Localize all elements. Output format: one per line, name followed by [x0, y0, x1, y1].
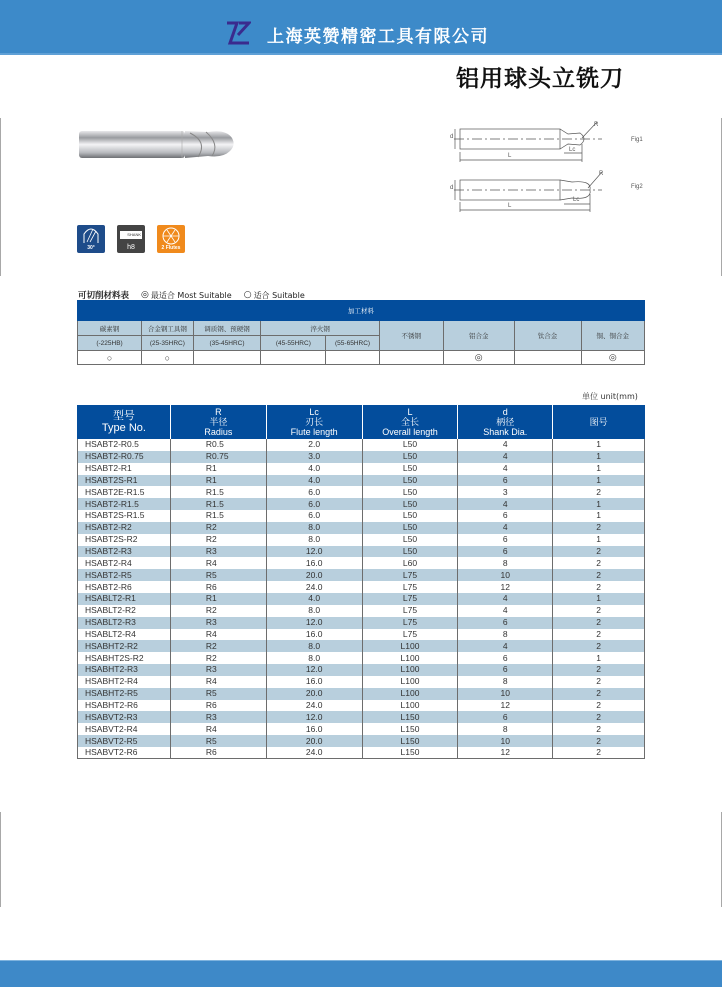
- material-rating: [326, 351, 379, 365]
- cell-figure-no: 2: [553, 640, 645, 652]
- cell-radius: R5: [170, 688, 266, 700]
- material-rating: [261, 351, 326, 365]
- cell-type-no: HSABHT2-R6: [78, 700, 171, 712]
- shank-tolerance-caption: h8: [127, 244, 135, 251]
- cell-figure-no: 1: [553, 510, 645, 522]
- cell-shank-dia: 6: [458, 546, 553, 558]
- dim-d-label-2: d: [450, 185, 454, 191]
- table-row: [78, 652, 645, 664]
- cell-type-no: HSABT2S-R1: [78, 475, 171, 487]
- cell-shank-dia: 10: [458, 735, 553, 747]
- fig1-drawing: [452, 120, 652, 215]
- material-name: 合金钢工具钢: [142, 321, 194, 336]
- col-figure-cn: 图号: [589, 417, 608, 427]
- col-type-en: Type No.: [101, 422, 146, 434]
- cell-figure-no: 1: [553, 463, 645, 475]
- material-rating: [379, 351, 443, 365]
- table-row: [78, 463, 645, 475]
- cell-radius: R2: [170, 605, 266, 617]
- cell-type-no: HSABLT2-R2: [78, 605, 171, 617]
- cell-flute-length: 20.0: [266, 688, 362, 700]
- cell-overall-length: L50: [362, 486, 458, 498]
- cell-overall-length: L50: [362, 451, 458, 463]
- table-row: [78, 451, 645, 463]
- table-row: [78, 510, 645, 522]
- cell-type-no: HSABHT2-R2: [78, 640, 171, 652]
- table-row: [78, 534, 645, 546]
- cell-figure-no: 2: [553, 688, 645, 700]
- cell-radius: R2: [170, 522, 266, 534]
- cell-figure-no: 2: [553, 735, 645, 747]
- cell-figure-no: 2: [553, 557, 645, 569]
- dim-L-label-2: L: [508, 203, 512, 209]
- col-shank-en: Shank Dia.: [483, 427, 528, 437]
- cell-figure-no: 2: [553, 581, 645, 593]
- cell-flute-length: 8.0: [266, 522, 362, 534]
- cell-shank-dia: 10: [458, 688, 553, 700]
- cell-type-no: HSABT2-R0.75: [78, 451, 171, 463]
- cell-overall-length: L50: [362, 475, 458, 487]
- cell-shank-dia: 3: [458, 486, 553, 498]
- material-rating: [193, 351, 261, 365]
- table-row: [78, 605, 645, 617]
- cell-flute-length: 20.0: [266, 569, 362, 581]
- cell-radius: R1.5: [170, 510, 266, 522]
- cell-flute-length: 12.0: [266, 617, 362, 629]
- cell-figure-no: 1: [553, 498, 645, 510]
- cell-radius: R3: [170, 664, 266, 676]
- cell-radius: R1.5: [170, 498, 266, 510]
- cell-overall-length: L50: [362, 463, 458, 475]
- cell-overall-length: L75: [362, 593, 458, 605]
- cell-flute-length: 4.0: [266, 463, 362, 475]
- material-spec: (25-35HRC): [142, 336, 194, 351]
- cell-type-no: HSABT2-R6: [78, 581, 171, 593]
- cell-radius: R4: [170, 676, 266, 688]
- cell-radius: R3: [170, 617, 266, 629]
- table-row: [78, 688, 645, 700]
- table-row: [78, 593, 645, 605]
- material-name: 调质钢、预硬钢: [193, 321, 261, 336]
- table-row: [78, 557, 645, 569]
- cell-shank-dia: 8: [458, 723, 553, 735]
- table-row: [78, 569, 645, 581]
- cell-type-no: HSABHT2-R3: [78, 664, 171, 676]
- dimension-diagram: [452, 120, 652, 215]
- table-row: [78, 723, 645, 735]
- most-suitable-symbol: ◎: [141, 290, 149, 300]
- cell-radius: R4: [170, 723, 266, 735]
- table-row: [78, 546, 645, 558]
- cell-overall-length: L100: [362, 688, 458, 700]
- cell-overall-length: L50: [362, 498, 458, 510]
- suitable-symbol: ○: [243, 290, 252, 300]
- col-type-cn: 型号: [112, 410, 135, 422]
- cell-flute-length: 16.0: [266, 629, 362, 641]
- cell-flute-length: 16.0: [266, 676, 362, 688]
- material-spec: (55-65HRC): [326, 336, 379, 351]
- cell-radius: R2: [170, 534, 266, 546]
- cell-figure-no: 1: [553, 593, 645, 605]
- spec-table-body: [78, 439, 645, 759]
- helix-angle-icon: [77, 225, 105, 253]
- cell-radius: R4: [170, 629, 266, 641]
- materials-caption-title: 可切削材料表: [78, 291, 130, 301]
- cell-figure-no: 2: [553, 617, 645, 629]
- material-name: 不锈钢: [379, 321, 443, 351]
- col-flute-en: Flute length: [290, 427, 338, 437]
- cell-radius: R0.75: [170, 451, 266, 463]
- col-length-cn: 全长: [400, 417, 419, 427]
- cell-radius: R1.5: [170, 486, 266, 498]
- cell-flute-length: 16.0: [266, 723, 362, 735]
- material-name: 碳素钢: [78, 321, 142, 336]
- cell-figure-no: 2: [553, 723, 645, 735]
- cell-overall-length: L75: [362, 605, 458, 617]
- table-row: [78, 475, 645, 487]
- material-rating: ○: [78, 351, 142, 365]
- header-strip: [0, 53, 722, 55]
- table-row: [78, 676, 645, 688]
- table-row: [78, 664, 645, 676]
- material-rating: ◎: [443, 351, 514, 365]
- material-name: 铜、铜合金: [581, 321, 645, 351]
- cell-flute-length: 8.0: [266, 605, 362, 617]
- cell-figure-no: 2: [553, 486, 645, 498]
- table-row: [78, 522, 645, 534]
- cell-radius: R4: [170, 557, 266, 569]
- material-spec: (35-45HRC): [193, 336, 261, 351]
- cell-flute-length: 12.0: [266, 664, 362, 676]
- cell-figure-no: 2: [553, 676, 645, 688]
- cell-flute-length: 2.0: [266, 439, 362, 451]
- left-margin-line: [0, 118, 1, 276]
- cell-shank-dia: 10: [458, 569, 553, 581]
- shank-tolerance-icon: [117, 225, 145, 253]
- cell-type-no: HSABVT2-R5: [78, 735, 171, 747]
- dim-R-label: R: [594, 122, 599, 128]
- footer-bar: [0, 960, 722, 987]
- spec-header-row: [78, 405, 645, 439]
- cell-shank-dia: 6: [458, 652, 553, 664]
- cell-type-no: HSABT2S-R2: [78, 534, 171, 546]
- cell-figure-no: 2: [553, 664, 645, 676]
- company-name: 上海英赞精密工具有限公司: [267, 27, 489, 47]
- cell-shank-dia: 8: [458, 557, 553, 569]
- material-spec: (45-55HRC): [261, 336, 326, 351]
- materials-table: [77, 300, 645, 365]
- cell-flute-length: 12.0: [266, 711, 362, 723]
- cell-overall-length: L150: [362, 735, 458, 747]
- cell-shank-dia: 6: [458, 711, 553, 723]
- table-row: [78, 486, 645, 498]
- cell-figure-no: 2: [553, 700, 645, 712]
- cell-type-no: HSABT2-R2: [78, 522, 171, 534]
- cell-shank-dia: 4: [458, 522, 553, 534]
- col-radius-en: Radius: [204, 427, 233, 437]
- table-row: [78, 439, 645, 451]
- col-shank-symbol: d: [502, 407, 508, 417]
- cell-figure-no: 2: [553, 522, 645, 534]
- cell-overall-length: L100: [362, 640, 458, 652]
- cell-type-no: HSABVT2-R4: [78, 723, 171, 735]
- cell-radius: R1: [170, 593, 266, 605]
- col-flute-length: [266, 405, 362, 439]
- table-row: [78, 498, 645, 510]
- cell-radius: R3: [170, 711, 266, 723]
- cell-type-no: HSABHT2-R5: [78, 688, 171, 700]
- cell-radius: R6: [170, 747, 266, 759]
- cell-shank-dia: 12: [458, 747, 553, 759]
- cell-shank-dia: 6: [458, 510, 553, 522]
- cell-shank-dia: 6: [458, 475, 553, 487]
- flutes-caption: 2 Flutes: [161, 245, 181, 251]
- cell-radius: R5: [170, 569, 266, 581]
- cell-radius: R6: [170, 581, 266, 593]
- spec-table: [77, 405, 645, 759]
- cell-flute-length: 24.0: [266, 747, 362, 759]
- table-row: [78, 617, 645, 629]
- cell-type-no: HSABHT2-R4: [78, 676, 171, 688]
- col-radius: [170, 405, 266, 439]
- cell-radius: R1: [170, 475, 266, 487]
- col-shank-dia: [458, 405, 553, 439]
- cell-flute-length: 4.0: [266, 593, 362, 605]
- cell-flute-length: 20.0: [266, 735, 362, 747]
- cell-figure-no: 2: [553, 569, 645, 581]
- dim-Lc-label-2: Lc: [573, 197, 580, 203]
- dim-Lc-label: Lc: [569, 147, 576, 153]
- col-shank-cn: 柄径: [496, 417, 515, 427]
- cell-shank-dia: 6: [458, 617, 553, 629]
- cell-flute-length: 24.0: [266, 700, 362, 712]
- cell-flute-length: 3.0: [266, 451, 362, 463]
- cell-figure-no: 2: [553, 747, 645, 759]
- cell-type-no: HSABHT2S-R2: [78, 652, 171, 664]
- table-row: [78, 640, 645, 652]
- cell-flute-length: 8.0: [266, 640, 362, 652]
- cell-shank-dia: 4: [458, 498, 553, 510]
- cell-overall-length: L75: [362, 581, 458, 593]
- table-row: [78, 700, 645, 712]
- cell-overall-length: L150: [362, 747, 458, 759]
- cell-shank-dia: 4: [458, 640, 553, 652]
- material-rating: ◎: [581, 351, 645, 365]
- cell-overall-length: L75: [362, 569, 458, 581]
- cell-overall-length: L75: [362, 617, 458, 629]
- cell-flute-length: 16.0: [266, 557, 362, 569]
- cell-type-no: HSABT2S-R1.5: [78, 510, 171, 522]
- material-name: 铝合金: [443, 321, 514, 351]
- cell-radius: R2: [170, 652, 266, 664]
- cell-overall-length: L75: [362, 629, 458, 641]
- col-length-symbol: L: [407, 407, 413, 417]
- cell-overall-length: L50: [362, 546, 458, 558]
- cell-figure-no: 1: [553, 534, 645, 546]
- feature-icons: [77, 225, 185, 253]
- material-name: 钛合金: [514, 321, 581, 351]
- table-row: [78, 629, 645, 641]
- yz-logo-icon: [225, 20, 251, 46]
- fig1-label: Fig1: [631, 137, 643, 143]
- cell-shank-dia: 4: [458, 451, 553, 463]
- dim-R-label-2: R: [599, 171, 604, 177]
- cell-shank-dia: 8: [458, 676, 553, 688]
- cell-shank-dia: 6: [458, 664, 553, 676]
- cell-type-no: HSABT2-R3: [78, 546, 171, 558]
- cell-overall-length: L100: [362, 676, 458, 688]
- cell-flute-length: 12.0: [266, 546, 362, 558]
- left-margin-line-lower: [0, 812, 1, 907]
- table-row: [78, 735, 645, 747]
- cell-flute-length: 6.0: [266, 486, 362, 498]
- ball-end-mill-photo: [78, 124, 236, 162]
- cell-overall-length: L60: [362, 557, 458, 569]
- hardened-steel-group: 淬火钢: [261, 321, 379, 336]
- table-row: [78, 711, 645, 723]
- cell-overall-length: L50: [362, 439, 458, 451]
- col-radius-symbol: R: [215, 407, 222, 417]
- cell-figure-no: 2: [553, 605, 645, 617]
- material-rating: ○: [142, 351, 194, 365]
- product-title: 铝用球头立铣刀: [456, 66, 624, 92]
- cell-type-no: HSABT2-R0.5: [78, 439, 171, 451]
- cell-figure-no: 2: [553, 546, 645, 558]
- col-flute-symbol: Lc: [309, 407, 319, 417]
- cell-overall-length: L100: [362, 652, 458, 664]
- material-spec: (-225HB): [78, 336, 142, 351]
- cell-overall-length: L150: [362, 723, 458, 735]
- cell-radius: R5: [170, 735, 266, 747]
- col-flute-cn: 刃长: [305, 417, 324, 427]
- cell-type-no: HSABVT2-R3: [78, 711, 171, 723]
- cell-type-no: HSABLT2-R1: [78, 593, 171, 605]
- cell-type-no: HSABLT2-R3: [78, 617, 171, 629]
- cell-flute-length: 8.0: [266, 534, 362, 546]
- fig2-label: Fig2: [631, 184, 643, 190]
- col-type: [78, 405, 171, 439]
- cell-radius: R3: [170, 546, 266, 558]
- material-rating: [514, 351, 581, 365]
- cell-figure-no: 1: [553, 652, 645, 664]
- cell-type-no: HSABT2E-R1.5: [78, 486, 171, 498]
- cell-type-no: HSABT2-R5: [78, 569, 171, 581]
- cell-flute-length: 6.0: [266, 510, 362, 522]
- suitable-legend: 适合 Suitable: [253, 290, 305, 300]
- cell-shank-dia: 12: [458, 700, 553, 712]
- cell-overall-length: L100: [362, 664, 458, 676]
- cell-shank-dia: 4: [458, 463, 553, 475]
- cell-type-no: HSABT2-R1.5: [78, 498, 171, 510]
- helix-angle-caption: 30°: [87, 245, 95, 251]
- cell-figure-no: 1: [553, 475, 645, 487]
- cell-flute-length: 24.0: [266, 581, 362, 593]
- flutes-icon: [157, 225, 185, 253]
- cell-shank-dia: 4: [458, 605, 553, 617]
- table-row: [78, 747, 645, 759]
- cell-shank-dia: 6: [458, 534, 553, 546]
- dim-d-label: d: [450, 134, 454, 140]
- col-length-en: Overall length: [382, 427, 438, 437]
- col-figure-no: [553, 405, 645, 439]
- col-overall-length: [362, 405, 458, 439]
- cell-overall-length: L50: [362, 522, 458, 534]
- footer-strip: [0, 960, 722, 961]
- cell-shank-dia: 4: [458, 593, 553, 605]
- unit-label: 单位 unit(mm): [582, 392, 638, 401]
- cell-figure-no: 1: [553, 451, 645, 463]
- most-suitable-legend: 最适合 Most Suitable: [150, 290, 232, 300]
- cell-type-no: HSABVT2-R6: [78, 747, 171, 759]
- cell-radius: R1: [170, 463, 266, 475]
- cell-radius: R0.5: [170, 439, 266, 451]
- cell-figure-no: 2: [553, 629, 645, 641]
- cell-figure-no: 2: [553, 711, 645, 723]
- shank-label: SHANK: [120, 231, 142, 239]
- materials-header: 加工材料: [78, 301, 645, 321]
- cell-shank-dia: 12: [458, 581, 553, 593]
- cell-flute-length: 4.0: [266, 475, 362, 487]
- cell-overall-length: L50: [362, 510, 458, 522]
- cell-flute-length: 6.0: [266, 498, 362, 510]
- table-row: [78, 581, 645, 593]
- cell-type-no: HSABT2-R1: [78, 463, 171, 475]
- cell-overall-length: L100: [362, 700, 458, 712]
- header-banner: [0, 0, 722, 55]
- cell-type-no: HSABLT2-R4: [78, 629, 171, 641]
- cell-overall-length: L50: [362, 534, 458, 546]
- cell-overall-length: L150: [362, 711, 458, 723]
- cell-type-no: HSABT2-R4: [78, 557, 171, 569]
- cell-figure-no: 1: [553, 439, 645, 451]
- cell-shank-dia: 8: [458, 629, 553, 641]
- cell-shank-dia: 4: [458, 439, 553, 451]
- cell-radius: R6: [170, 700, 266, 712]
- col-radius-cn: 半径: [209, 417, 228, 427]
- cell-radius: R2: [170, 640, 266, 652]
- cell-flute-length: 8.0: [266, 652, 362, 664]
- dim-L-label: L: [508, 153, 512, 159]
